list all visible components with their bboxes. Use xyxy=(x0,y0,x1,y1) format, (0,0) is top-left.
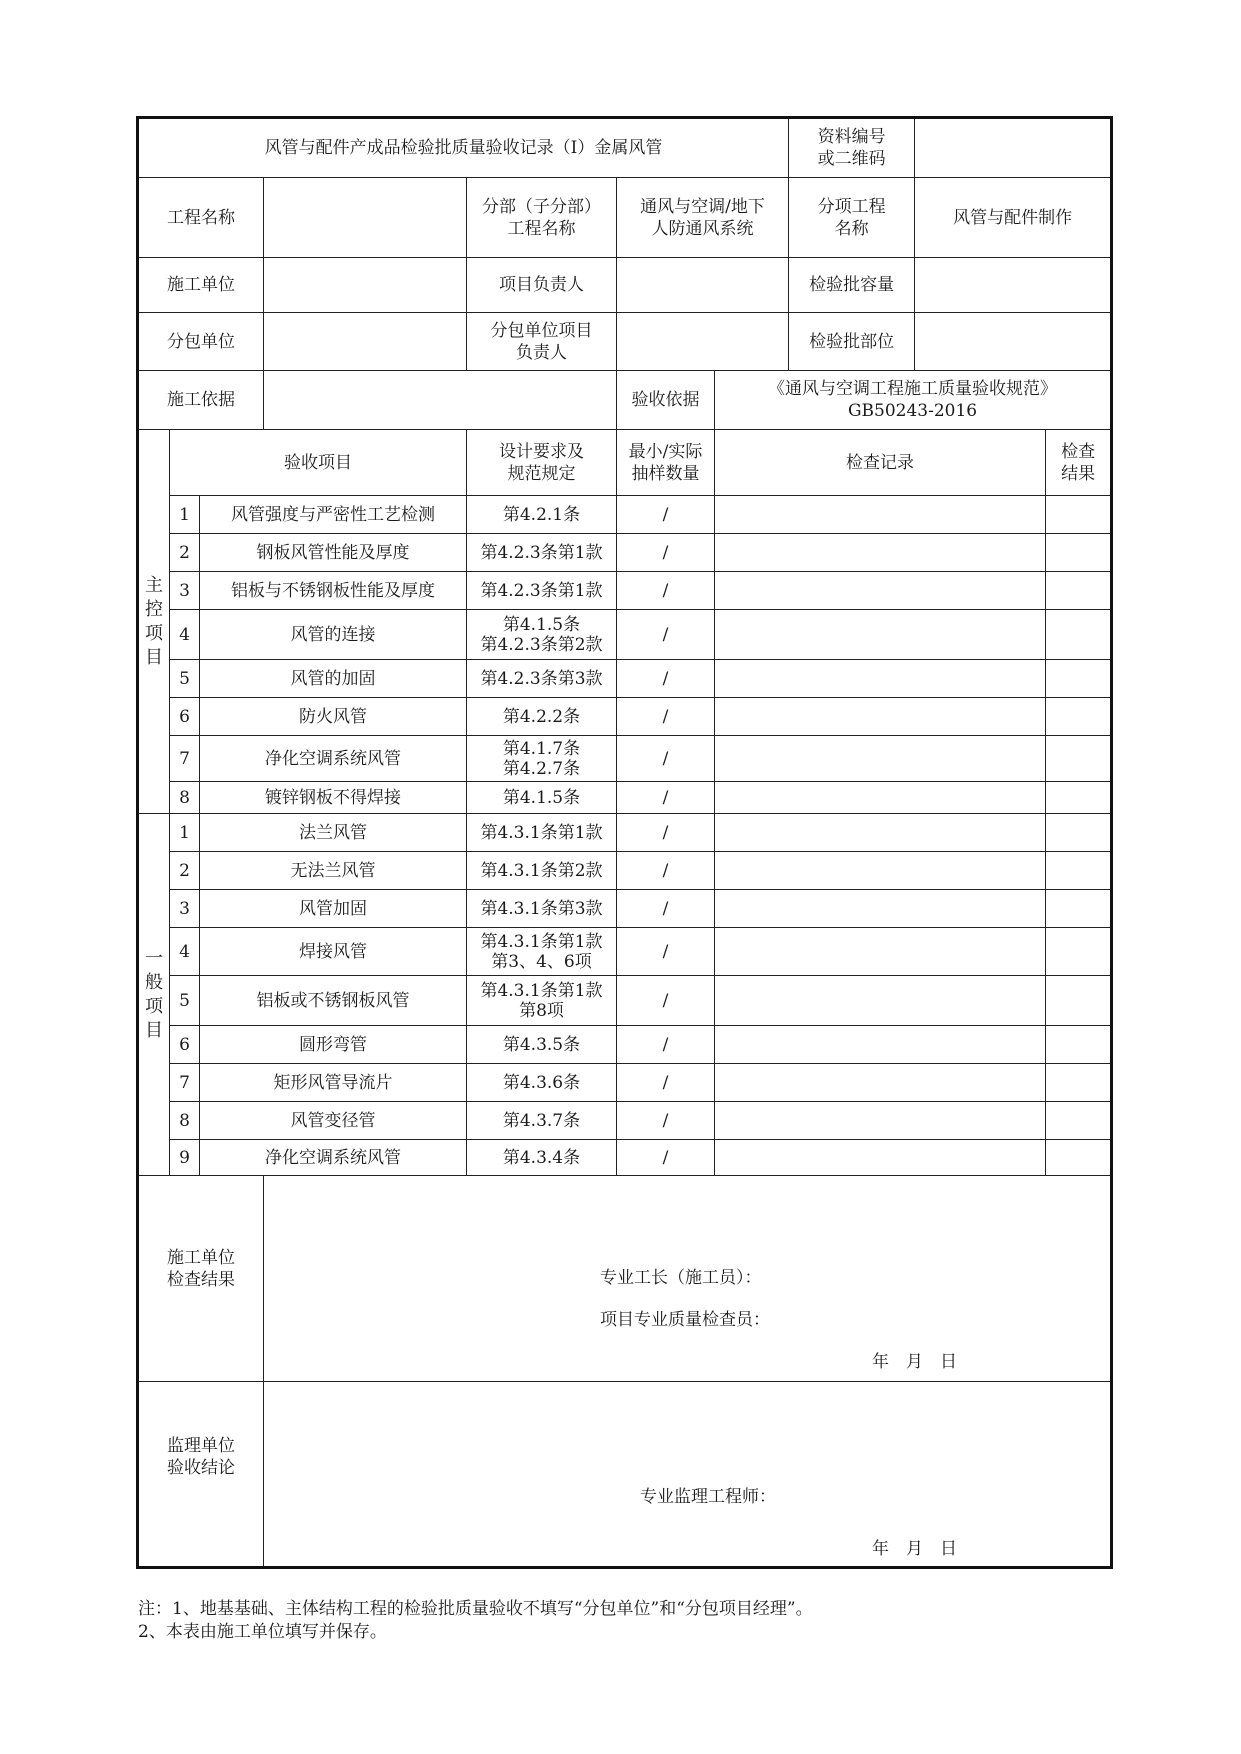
item-sample-count: / xyxy=(617,572,715,610)
item-check-result-field[interactable] xyxy=(1046,976,1112,1026)
project-name-label: 工程名称 xyxy=(138,178,264,258)
supervisor-check-area[interactable] xyxy=(264,1382,1112,1568)
project-name-field[interactable] xyxy=(264,178,467,258)
table-row xyxy=(138,534,1112,572)
item-name: 铝板与不锈钢板性能及厚度 xyxy=(200,572,467,610)
table-row xyxy=(138,1026,1112,1064)
item-check-record-field[interactable] xyxy=(715,660,1046,698)
table-row xyxy=(138,1064,1112,1102)
item-name: 净化空调系统风管 xyxy=(200,1140,467,1176)
item-spec: 第4.3.1条第1款 xyxy=(467,814,617,852)
item-check-record-field[interactable] xyxy=(715,496,1046,534)
item-number: 4 xyxy=(170,928,200,976)
item-number: 5 xyxy=(170,660,200,698)
item-name: 风管强度与严密性工艺检测 xyxy=(200,496,467,534)
footnotes xyxy=(138,1598,813,1644)
table-row xyxy=(138,782,1112,814)
table-row xyxy=(138,1140,1112,1176)
table-row xyxy=(138,1102,1112,1140)
item-spec: 第4.3.1条第2款 xyxy=(467,852,617,890)
item-sample-count: / xyxy=(617,534,715,572)
item-sample-count: / xyxy=(617,976,715,1026)
item-number: 3 xyxy=(170,890,200,928)
item-number: 8 xyxy=(170,1102,200,1140)
item-sample-count: / xyxy=(617,852,715,890)
item-check-record-field[interactable] xyxy=(715,852,1046,890)
item-name: 风管加固 xyxy=(200,890,467,928)
batch-capacity-field[interactable] xyxy=(915,258,1112,313)
item-name: 矩形风管导流片 xyxy=(200,1064,467,1102)
item-number: 9 xyxy=(170,1140,200,1176)
item-spec: 第4.3.4条 xyxy=(467,1140,617,1176)
inspector-signature-label: 项目专业质量检查员： xyxy=(600,1309,770,1330)
item-check-record-field[interactable] xyxy=(715,534,1046,572)
item-sample-count: / xyxy=(617,928,715,976)
item-check-result-field[interactable] xyxy=(1046,698,1112,736)
item-spec: 第4.3.1条第1款 第3、4、6项 xyxy=(467,928,617,976)
item-sample-count: / xyxy=(617,890,715,928)
item-number: 7 xyxy=(170,1064,200,1102)
item-check-result-field[interactable] xyxy=(1046,660,1112,698)
item-spec: 第4.1.5条 xyxy=(467,782,617,814)
item-spec: 第4.2.2条 xyxy=(467,698,617,736)
sub-division-label: 分部（子分部） 工程名称 xyxy=(467,178,617,258)
item-check-result-field[interactable] xyxy=(1046,534,1112,572)
item-check-result-field[interactable] xyxy=(1046,1026,1112,1064)
item-name: 镀锌钢板不得焊接 xyxy=(200,782,467,814)
acceptance-basis-label: 验收依据 xyxy=(617,371,715,430)
table-row xyxy=(138,572,1112,610)
contractor-check-area[interactable] xyxy=(264,1176,1112,1382)
batch-location-label: 检验批部位 xyxy=(789,313,915,371)
item-check-record-field[interactable] xyxy=(715,890,1046,928)
supervisor-check-label: 监理单位 验收结论 xyxy=(138,1382,264,1568)
item-value: 风管与配件制作 xyxy=(915,178,1112,258)
item-sample-count: / xyxy=(617,1064,715,1102)
table-row xyxy=(138,698,1112,736)
table-row xyxy=(138,496,1112,534)
header-design: 设计要求及 规范规定 xyxy=(467,430,617,496)
item-check-result-field[interactable] xyxy=(1046,1064,1112,1102)
item-sample-count: / xyxy=(617,1140,715,1176)
footnote-2: 2、本表由施工单位填写并保存。 xyxy=(138,1622,387,1642)
table-row xyxy=(138,660,1112,698)
batch-location-field[interactable] xyxy=(915,313,1112,371)
subcontractor-label: 分包单位 xyxy=(138,313,264,371)
subcontractor-field[interactable] xyxy=(264,313,467,371)
item-number: 6 xyxy=(170,1026,200,1064)
table-row xyxy=(138,610,1112,660)
item-number: 7 xyxy=(170,736,200,782)
item-number: 1 xyxy=(170,496,200,534)
table-row xyxy=(138,928,1112,976)
contractor-label: 施工单位 xyxy=(138,258,264,313)
item-spec: 第4.3.1条第3款 xyxy=(467,890,617,928)
item-check-result-field[interactable] xyxy=(1046,890,1112,928)
item-number: 4 xyxy=(170,610,200,660)
item-sample-count: / xyxy=(617,736,715,782)
item-number: 2 xyxy=(170,852,200,890)
item-check-record-field[interactable] xyxy=(715,976,1046,1026)
sub-division-value: 通风与空调/地下 人防通风系统 xyxy=(617,178,789,258)
item-name: 净化空调系统风管 xyxy=(200,736,467,782)
item-check-result-field[interactable] xyxy=(1046,852,1112,890)
sub-manager-field[interactable] xyxy=(617,313,789,371)
table-row xyxy=(138,852,1112,890)
supervisor-signature-label: 专业监理工程师： xyxy=(640,1487,776,1507)
inspection-record-table xyxy=(136,116,1113,1569)
form-title: 风管与配件产成品检验批质量验收记录（I）金属风管 xyxy=(138,118,789,178)
item-check-result-field[interactable] xyxy=(1046,610,1112,660)
item-sample-count: / xyxy=(617,496,715,534)
contractor-date-label: 年 月 日 xyxy=(872,1351,957,1372)
item-name: 无法兰风管 xyxy=(200,852,467,890)
construction-basis-field[interactable] xyxy=(264,371,617,430)
item-number: 5 xyxy=(170,976,200,1026)
item-number: 8 xyxy=(170,782,200,814)
item-spec: 第4.1.7条 第4.2.7条 xyxy=(467,736,617,782)
item-spec: 第4.3.6条 xyxy=(467,1064,617,1102)
item-sample-count: / xyxy=(617,610,715,660)
item-check-record-field[interactable] xyxy=(715,736,1046,782)
item-spec: 第4.2.1条 xyxy=(467,496,617,534)
item-name: 风管的连接 xyxy=(200,610,467,660)
item-name: 焊接风管 xyxy=(200,928,467,976)
item-check-record-field[interactable] xyxy=(715,782,1046,814)
item-label: 分项工程 名称 xyxy=(789,178,915,258)
item-check-record-field[interactable] xyxy=(715,814,1046,852)
general-items-label: 一 般 项 目 xyxy=(138,814,170,1176)
item-spec: 第4.1.5条 第4.2.3条第2款 xyxy=(467,610,617,660)
item-check-result-field[interactable] xyxy=(1046,1102,1112,1140)
table-row xyxy=(138,890,1112,928)
batch-capacity-label: 检验批容量 xyxy=(789,258,915,313)
contractor-field[interactable] xyxy=(264,258,467,313)
item-check-result-field[interactable] xyxy=(1046,496,1112,534)
header-record: 检查记录 xyxy=(715,430,1046,496)
item-name: 防火风管 xyxy=(200,698,467,736)
item-check-record-field[interactable] xyxy=(715,928,1046,976)
item-check-record-field[interactable] xyxy=(715,1102,1046,1140)
item-check-record-field[interactable] xyxy=(715,572,1046,610)
table-row xyxy=(138,976,1112,1026)
item-spec: 第4.2.3条第1款 xyxy=(467,572,617,610)
item-name: 法兰风管 xyxy=(200,814,467,852)
item-check-record-field[interactable] xyxy=(715,1026,1046,1064)
item-check-record-field[interactable] xyxy=(715,698,1046,736)
project-manager-label: 项目负责人 xyxy=(467,258,617,313)
item-spec: 第4.3.5条 xyxy=(467,1026,617,1064)
item-sample-count: / xyxy=(617,698,715,736)
construction-basis-label: 施工依据 xyxy=(138,371,264,430)
project-manager-field[interactable] xyxy=(617,258,789,313)
item-number: 3 xyxy=(170,572,200,610)
item-number: 1 xyxy=(170,814,200,852)
footnote-1: 注：1、地基基础、主体结构工程的检验批质量验收不填写“分包单位”和“分包项目经理”。 xyxy=(138,1599,813,1619)
item-check-result-field[interactable] xyxy=(1046,572,1112,610)
item-spec: 第4.3.7条 xyxy=(467,1102,617,1140)
item-check-record-field[interactable] xyxy=(715,1064,1046,1102)
header-result: 检查 结果 xyxy=(1046,430,1112,496)
table-row xyxy=(138,814,1112,852)
table-row xyxy=(138,736,1112,782)
item-spec: 第4.3.1条第1款 第8项 xyxy=(467,976,617,1026)
acceptance-basis-value: 《通风与空调工程施工质量验收规范》 GB50243-2016 xyxy=(715,371,1112,430)
supervisor-date-label: 年 月 日 xyxy=(872,1539,957,1559)
item-check-record-field[interactable] xyxy=(715,610,1046,660)
item-name: 铝板或不锈钢板风管 xyxy=(200,976,467,1026)
item-sample-count: / xyxy=(617,660,715,698)
item-name: 圆形弯管 xyxy=(200,1026,467,1064)
item-name: 风管的加固 xyxy=(200,660,467,698)
item-check-result-field[interactable] xyxy=(1046,736,1112,782)
header-sample: 最小/实际 抽样数量 xyxy=(617,430,715,496)
foreman-signature-label: 专业工长（施工员）： xyxy=(600,1267,762,1288)
item-sample-count: / xyxy=(617,1102,715,1140)
item-name: 风管变径管 xyxy=(200,1102,467,1140)
item-check-record-field[interactable] xyxy=(715,1140,1046,1176)
item-number: 2 xyxy=(170,534,200,572)
item-check-result-field[interactable] xyxy=(1046,814,1112,852)
doc-code-label: 资料编号 或二维码 xyxy=(789,118,915,178)
item-sample-count: / xyxy=(617,1026,715,1064)
item-spec: 第4.2.3条第1款 xyxy=(467,534,617,572)
item-check-result-field[interactable] xyxy=(1046,928,1112,976)
sub-manager-label: 分包单位项目 负责人 xyxy=(467,313,617,371)
contractor-check-label: 施工单位 检查结果 xyxy=(138,1176,264,1382)
item-check-result-field[interactable] xyxy=(1046,1140,1112,1176)
main-control-items-label: 主 控 项 目 xyxy=(138,430,170,814)
item-sample-count: / xyxy=(617,814,715,852)
header-item: 验收项目 xyxy=(170,430,467,496)
item-number: 6 xyxy=(170,698,200,736)
item-spec: 第4.2.3条第3款 xyxy=(467,660,617,698)
item-name: 钢板风管性能及厚度 xyxy=(200,534,467,572)
item-sample-count: / xyxy=(617,782,715,814)
item-check-result-field[interactable] xyxy=(1046,782,1112,814)
doc-code-field[interactable] xyxy=(915,118,1112,178)
